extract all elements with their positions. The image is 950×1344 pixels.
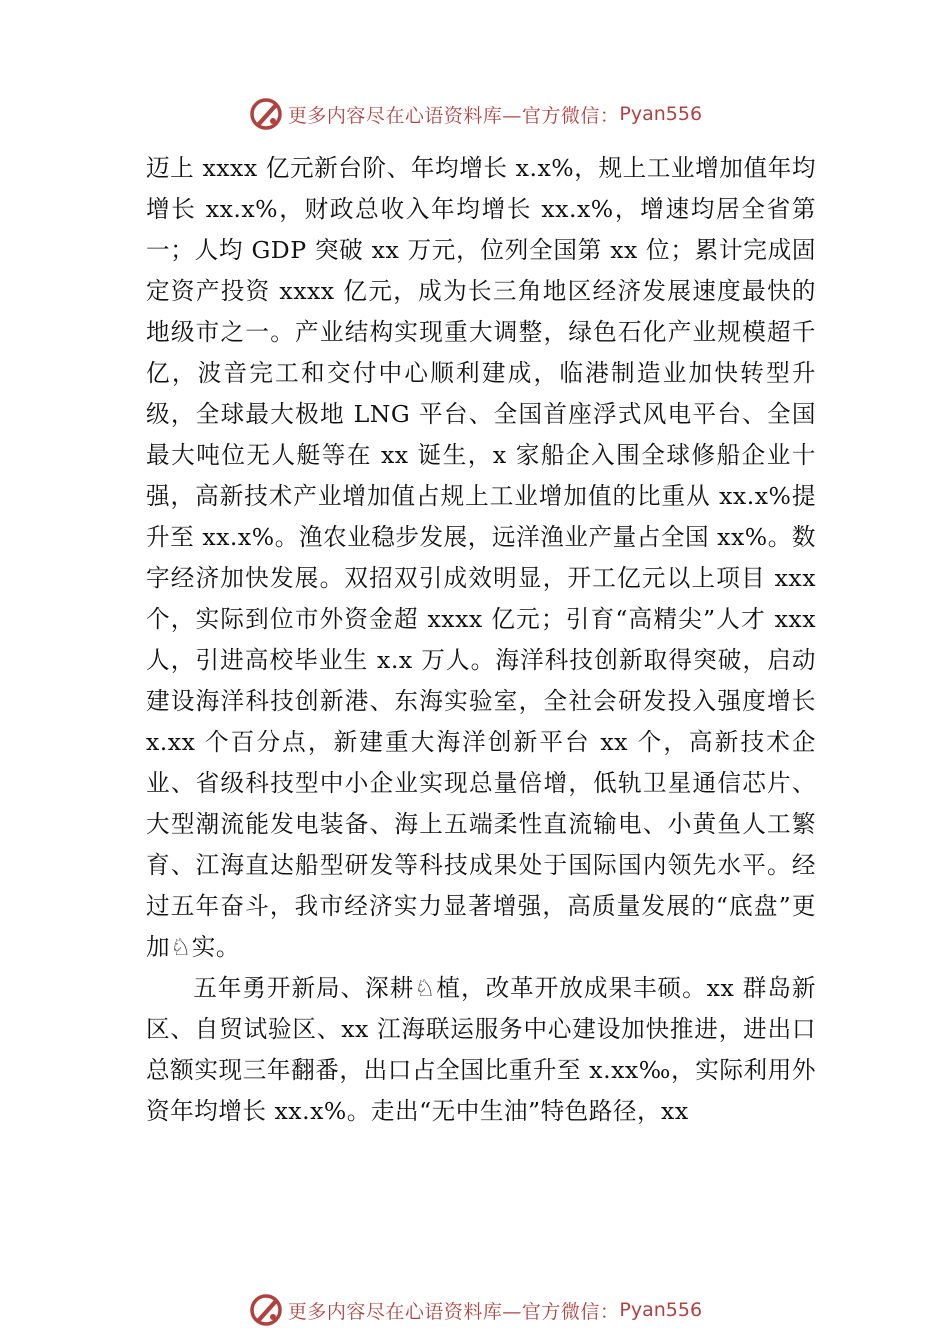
watermark-wechat-id: Pyan556 (619, 1299, 703, 1321)
brush-seal-logo-icon (248, 96, 284, 132)
paragraph-1: 迈上 xxxx 亿元新台阶、年均增长 x.x%，规上工业增加值年均增长 xx.x%，财政总收入年均增长 xx.x%，增速均居全省第一；人均 GDP 突破 xx 万元，位列全国第 xx 位；累计完成固定资产投资 xxxx 亿元，成为长三角地区经济发展速度最快的地级市之一。产业结构实现重大调整，绿色石化产业规模超千亿，波音完工和交付中心顺利建成，临港制造业加快转型升级，全球最大极地 LNG 平台、全国首座浮式风电平台、全国最大吨位无人艇等在 xx 诞生，x 家船企入围全球修船企业十强，高新技术产业增加值占规上工业增加值的比重从 xx.x%提升至 xx.x%。渔农业稳步发展，远洋渔业产量占全国 xx%。数字经济加快发展。双招双引成效明显，开工亿元以上项目 xxx 个，实际到位市外资金超 xxxx 亿元；引育“高精尖”人才 xxx 人，引进高校毕业生 x.x 万人。海洋科技创新取得突破，启动建设海洋科技创新港、东海实验室，全社会研发投入强度增长 x.xx 个百分点，新建重大海洋创新平台 xx 个，高新技术企业、省级科技型中小企业实现总量倍增，低轨卫星通信芯片、大型潮流能发电装备、海上五端柔性直流输电、小黄鱼人工繁育、江海直达船型研发等科技成果处于国际国内领先水平。经过五年奋斗，我市经济实力显著增强，高质量发展的“底盘”更加♘实。 (146, 154, 816, 961)
paragraph-2: 五年勇开新局、深耕♘植，改革开放成果丰硕。xx 群岛新区、自贸试验区、xx 江海联运服务中心建设加快推进，进出口总额实现三年翻番，出口占全国比重升至 x.xx‰，实际利用外资年均增长 xx.x%。走出“无中生油”特色路径，xx (146, 974, 816, 1125)
footer-watermark (0, 1290, 950, 1330)
watermark-wechat-id: Pyan556 (619, 103, 703, 125)
brush-seal-logo-icon (248, 1292, 284, 1328)
document-body (146, 148, 816, 1132)
watermark-text: 更多内容尽在心语资料库—官方微信： (287, 104, 620, 127)
header-watermark (0, 94, 950, 134)
watermark-text: 更多内容尽在心语资料库—官方微信： (287, 1300, 620, 1323)
